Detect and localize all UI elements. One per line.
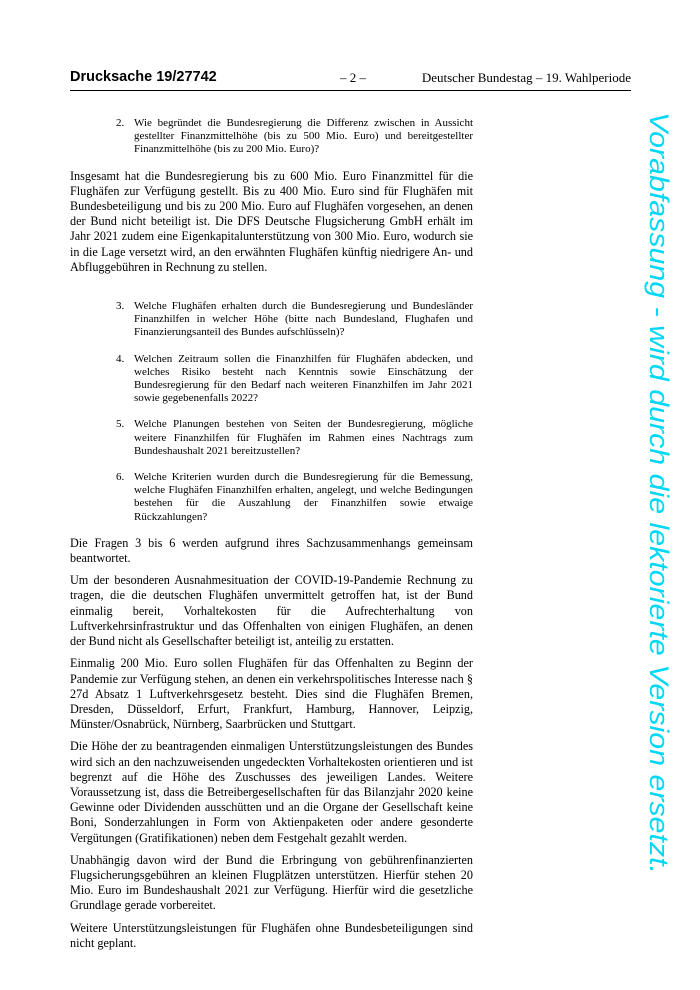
header-rule bbox=[70, 90, 631, 91]
question-number: 4. bbox=[116, 352, 125, 365]
document-id-number: 27742 bbox=[176, 69, 217, 85]
question-text: Welche Flughäfen erhalten durch die Bundesregierung und Bundesländer Finanzhilfen in welcher Höhe (bitte nach Bundesland, Flughafen und Finanzierungsanteil des Bundes aufschlüsseln)? bbox=[134, 300, 473, 339]
answer-paragraph-5: Die Höhe der zu beantragenden einmaligen Unterstützungsleistungen des Bundes wird sich an den nachzuweisenden ungedeckten Vorhaltekosten orientieren und ist begrenzt auf die Höhe des Zuschusses des jeweiligen Landes. Weitere Voraussetzung ist, dass die Betreibergesellschaften für das Bilanzjahr 2020 keine Gewinne oder Dividenden ausschütten und an die Organe der Gesellschaft keine Boni, Sonderzahlungen in Form von Aktienpaketen oder andere gesonderte Vergütungen (Gratifikationen) neben dem Festgehalt gezahlt werden. bbox=[70, 739, 473, 845]
question-5 bbox=[116, 418, 473, 458]
document-id bbox=[70, 69, 217, 85]
question-number: 6. bbox=[116, 471, 125, 484]
legislative-period: Deutscher Bundestag – 19. Wahlperiode bbox=[421, 70, 631, 85]
answer-paragraph-7: Weitere Unterstützungsleistungen für Flughäfen ohne Bundesbeteiligungen sind nicht geplant. bbox=[70, 920, 473, 950]
question-number: 5. bbox=[116, 418, 125, 431]
answer-paragraph-3: Um der besonderen Ausnahmesituation der COVID-19-Pandemie Rechnung zu tragen, die die deutschen Flughäfen unvermittelt getroffen hat, ist der Bund einmalig bereit, Vorhaltekosten für die Aufrechterhaltung von Luftverkehrsinfrastruktur und das Offenhalten von einigen Flughäfen, an denen der Bund nicht als Gesellschafter beteiligt ist, anteilig zu erstatten. bbox=[70, 573, 473, 649]
question-text: Welche Planungen bestehen von Seiten der Bundesregierung, mögliche weitere Finanzhilfen für Flughäfen im Rahmen eines Nachtrags zum Bundeshaushalt 2021 bereitzustellen? bbox=[134, 418, 473, 457]
question-text: Wie begründet die Bundesregierung die Differenz zwischen in Aussicht gestellter Finanzmittelhöhe (bis zu 500 Mio. Euro) und bereitgestellter Finanzmittelhöhe (bis zu 200 Mio. Euro)? bbox=[134, 117, 473, 156]
answer-paragraph-1: Insgesamt hat die Bundesregierung bis zu 600 Mio. Euro Finanzmittel für die Flughäfen zur Verfügung gestellt. Bis zu 400 Mio. Euro sind für Flughäfen mit Bundesbeteiligung und bis zu 200 Mio. Euro auf Flughäfen vorgesehen, an denen der Bund nicht beteiligt ist. Die DFS Deutsche Flugsicherung GmbH erhält im Jahr 2021 zudem eine Eigenkapitalunterstützung von 300 Mio. Euro, wodurch sie in die Lage versetzt wird, an den erwähnten Flughäfen künftig niedrigere An- und Abfluggebühren in Rechnung zu stellen. bbox=[70, 168, 473, 274]
document-body bbox=[70, 117, 473, 951]
question-text: Welche Kriterien wurden durch die Bundesregierung für die Bemessung, welche Flughäfen Finanzhilfen erhalten, angelegt, und welche Bedingungen bestehen für die Auszahlung der Finanzhilfen sowie etwaige Rückzahlungen? bbox=[134, 471, 473, 523]
question-3 bbox=[116, 300, 473, 340]
page-header bbox=[70, 69, 631, 91]
watermark-svg bbox=[640, 112, 680, 882]
answer-paragraph-6: Unabhängig davon wird der Bund die Erbringung von gebührenfinanzierten Flugsicherungsgebühren an kleinen Flugplätzen unterstützen. Hierfür stehen 20 Mio. Euro im Bundeshaushalt 2021 zur Verfügung. Hierfür wird die gesetzliche Grundlage gerade vorbereitet. bbox=[70, 852, 473, 913]
question-6 bbox=[116, 471, 473, 524]
question-text: Welchen Zeitraum sollen die Finanzhilfen für Flughäfen abdecken, und welches Risiko besteht nach Kenntnis sowie Einschätzung der Bundesregierung für den Bedarf nach weiteren Finanzhilfen im Jahr 2021 sowie gegebenenfalls 2022? bbox=[134, 352, 473, 405]
page-number: – 2 – bbox=[340, 70, 366, 85]
answer-paragraph-2: Die Fragen 3 bis 6 werden aufgrund ihres Sachzusammenhangs gemeinsam beantwortet. bbox=[70, 535, 473, 566]
question-2 bbox=[116, 117, 473, 157]
draft-watermark bbox=[640, 112, 680, 882]
document-id-label: Drucksache 19/ bbox=[70, 69, 177, 85]
question-number: 3. bbox=[116, 300, 125, 313]
watermark-text: Vorabfassung - wird durch die lektorierte Version ersetzt. bbox=[644, 112, 674, 790]
question-number: 2. bbox=[116, 117, 125, 129]
answer-paragraph-4: Einmalig 200 Mio. Euro sollen Flughäfen für das Offenhalten zu Beginn der Pandemie zur Verfügung stehen, an denen ein verkehrspolitisches Interesse nach § 27d Absatz 1 Luftverkehrsgesetz besteht. Dies sind die Flughäfen Bremen, Dresden, Düsseldorf, Erfurt, Frankfurt, Hamburg, Hannover, Leipzig, Münster/Osnabrück, Nürnberg, Saarbrücken und Stuttgart. bbox=[70, 656, 473, 732]
question-4 bbox=[116, 353, 473, 406]
